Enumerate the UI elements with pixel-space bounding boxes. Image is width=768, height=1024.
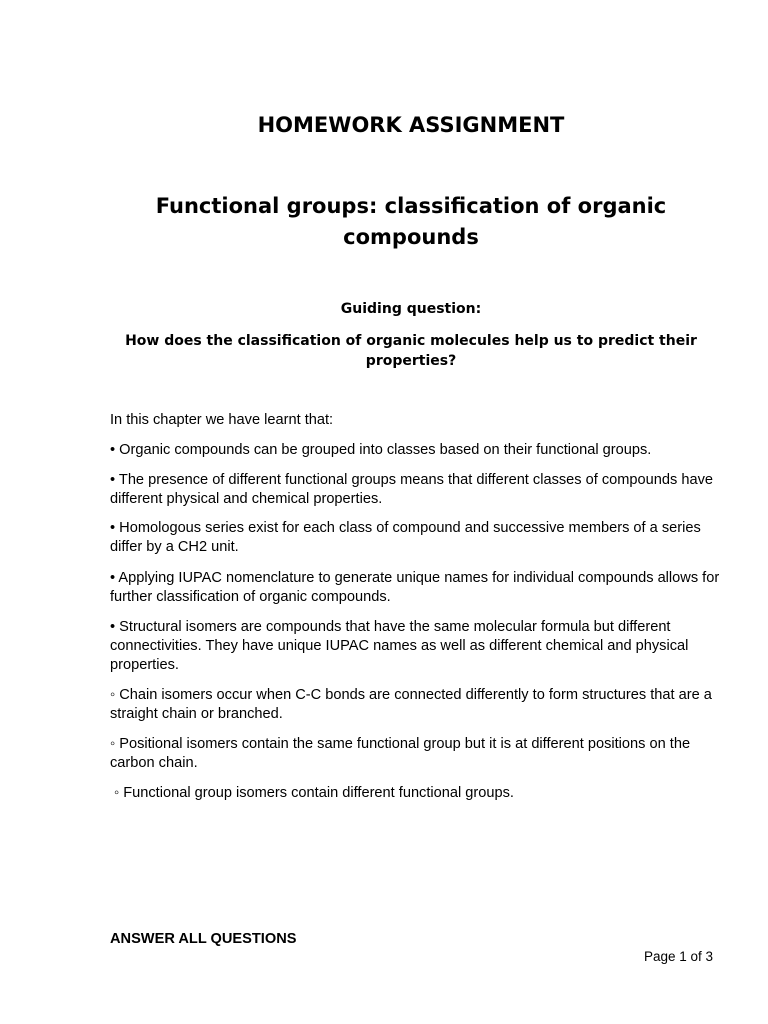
bullet-point: • Structural isomers are compounds that have the same molecular formula but different connectivities. They have unique IUPAC names as well as different chemical and physical properties. [110, 619, 689, 673]
bullet-point: • The presence of different functional groups means that different classes of compounds have different physical and chemical properties. [110, 472, 714, 507]
sub-bullet-point: ◦ Functional group isomers contain different functional groups. [114, 785, 514, 801]
page-number: Page 1 of 3 [643, 949, 713, 964]
sub-bullet-point: ◦ Chain isomers occur when C-C bonds are connected differently to form structures that are a straight chain or branched. [110, 687, 712, 722]
bullet-point: • Organic compounds can be grouped into classes based on their functional groups. [110, 442, 652, 458]
guiding-question-heading: Guiding question: [340, 301, 482, 317]
document-subtitle: Functional groups: classification of organic compounds [155, 194, 667, 249]
guiding-question-text: How does the classification of organic molecules help us to predict their properties? [125, 333, 697, 369]
bullet-point: • Homologous series exist for each class of compound and successive members of a series differ by a CH2 unit. [110, 520, 701, 555]
sub-bullet-point: ◦ Positional isomers contain the same functional group but it is at different positions on the carbon chain. [110, 736, 691, 771]
document-title: HOMEWORK ASSIGNMENT [257, 113, 565, 137]
answer-all-heading: ANSWER ALL QUESTIONS [110, 931, 297, 947]
bullet-point: • Applying IUPAC nomenclature to generate unique names for individual compounds allows for further classification of organic compounds. [110, 570, 720, 605]
intro-text: In this chapter we have learnt that: [110, 412, 334, 428]
